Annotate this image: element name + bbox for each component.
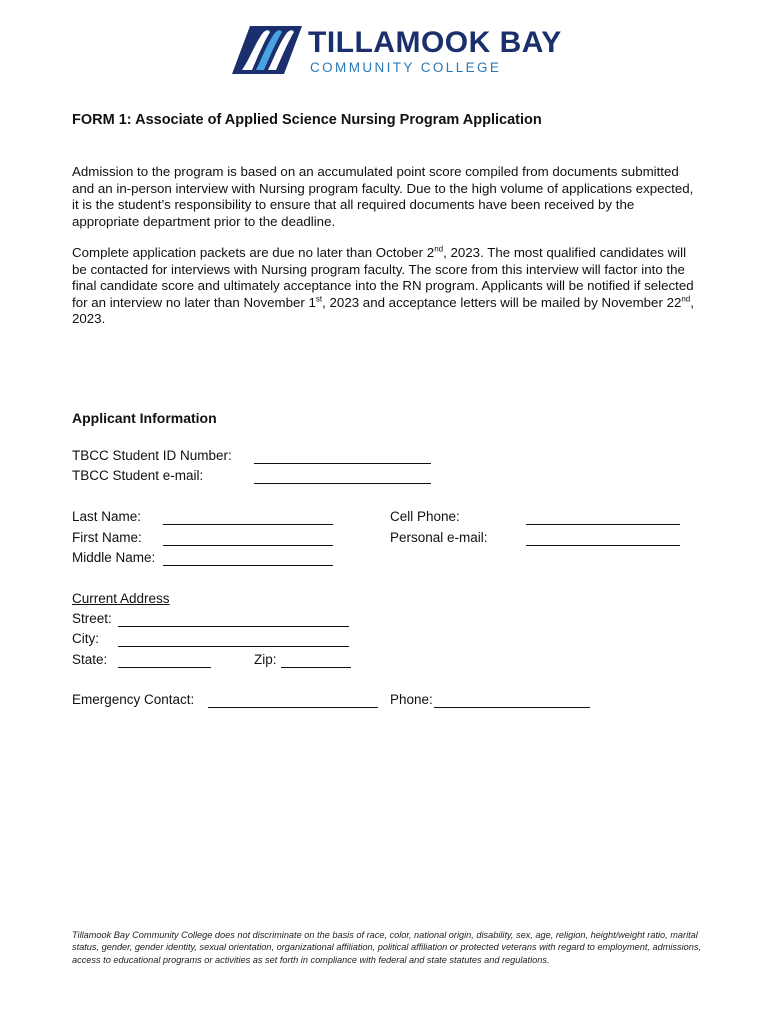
street-field[interactable] [118,626,349,627]
intro-paragraph [72,164,702,230]
logo-subtitle: COMMUNITY COLLEGE [310,60,502,75]
personal-email-field[interactable] [526,545,680,546]
cell-phone-field[interactable] [526,524,680,525]
college-logo [232,24,562,76]
personal-email-label: Personal e-mail: [390,530,488,545]
deadline-sup-1: nd [434,244,444,254]
emergency-contact-field[interactable] [208,707,378,708]
deadline-text-d: , 2023. [72,294,694,326]
current-address-heading: Current Address [72,591,170,606]
city-field[interactable] [118,646,349,647]
state-label: State: [72,652,108,667]
last-name-field[interactable] [163,524,333,525]
student-email-field[interactable] [254,483,431,484]
student-id-field[interactable] [254,463,431,464]
form-title: FORM 1: Associate of Applied Science Nursing Program Application [72,112,542,128]
middle-name-field[interactable] [163,565,333,566]
state-field[interactable] [118,667,211,668]
emergency-phone-label: Phone: [390,692,433,707]
deadline-text-a: Complete application packets are due no later than October 2 [72,245,435,260]
nondiscrimination-footer: Tillamook Bay Community College does not discriminate on the basis of race, color, national origin, disability, sex, age, religion, height/weight ratio, marital status, gender, gender identity, sexual orientation, organizational affiliation, political affiliation or protected veterans with regard to employment, admissions, access to educational programs or activities as set forth in compliance with federal and state statutes and regulations. [72,930,702,965]
zip-label: Zip: [254,652,277,667]
cell-phone-label: Cell Phone: [390,509,460,524]
middle-name-label: Middle Name: [72,550,156,565]
street-label: Street: [72,611,112,626]
intro-text: Admission to the program is based on an accumulated point score compiled from documents submitted and an in-person interview with Nursing program faculty. Due to the high volume of applications expected, it is the student’s responsibility to ensure that all required documents have been received by the appropriate department prior to the deadline. [72,164,694,229]
deadline-text-b: , 2023. The most qualified candidates will be contacted for interviews with Nursing program faculty. The score from this interview will factor into the final candidate score and ultimately acceptance into the RN program. Applicants will be notified if selected for an interview no later than November 1 [72,245,694,310]
deadline-text-c: , 2023 and acceptance letters will be mailed by November 22 [322,294,682,310]
emergency-contact-label: Emergency Contact: [72,692,195,707]
applicant-info-heading: Applicant Information [72,410,217,426]
emergency-phone-field[interactable] [434,707,590,708]
first-name-label: First Name: [72,530,142,545]
zip-field[interactable] [281,667,351,668]
city-label: City: [72,631,99,646]
student-email-label: TBCC Student e-mail: [72,468,204,483]
student-id-label: TBCC Student ID Number: [72,448,232,463]
last-name-label: Last Name: [72,509,142,524]
deadline-paragraph [72,245,702,328]
deadline-text [72,245,702,328]
logo-name: TILLAMOOK BAY [308,26,562,59]
wave-logo-icon [232,24,304,76]
deadline-sup-2: st [315,294,323,304]
first-name-field[interactable] [163,545,333,546]
deadline-sup-3: nd [681,294,691,304]
